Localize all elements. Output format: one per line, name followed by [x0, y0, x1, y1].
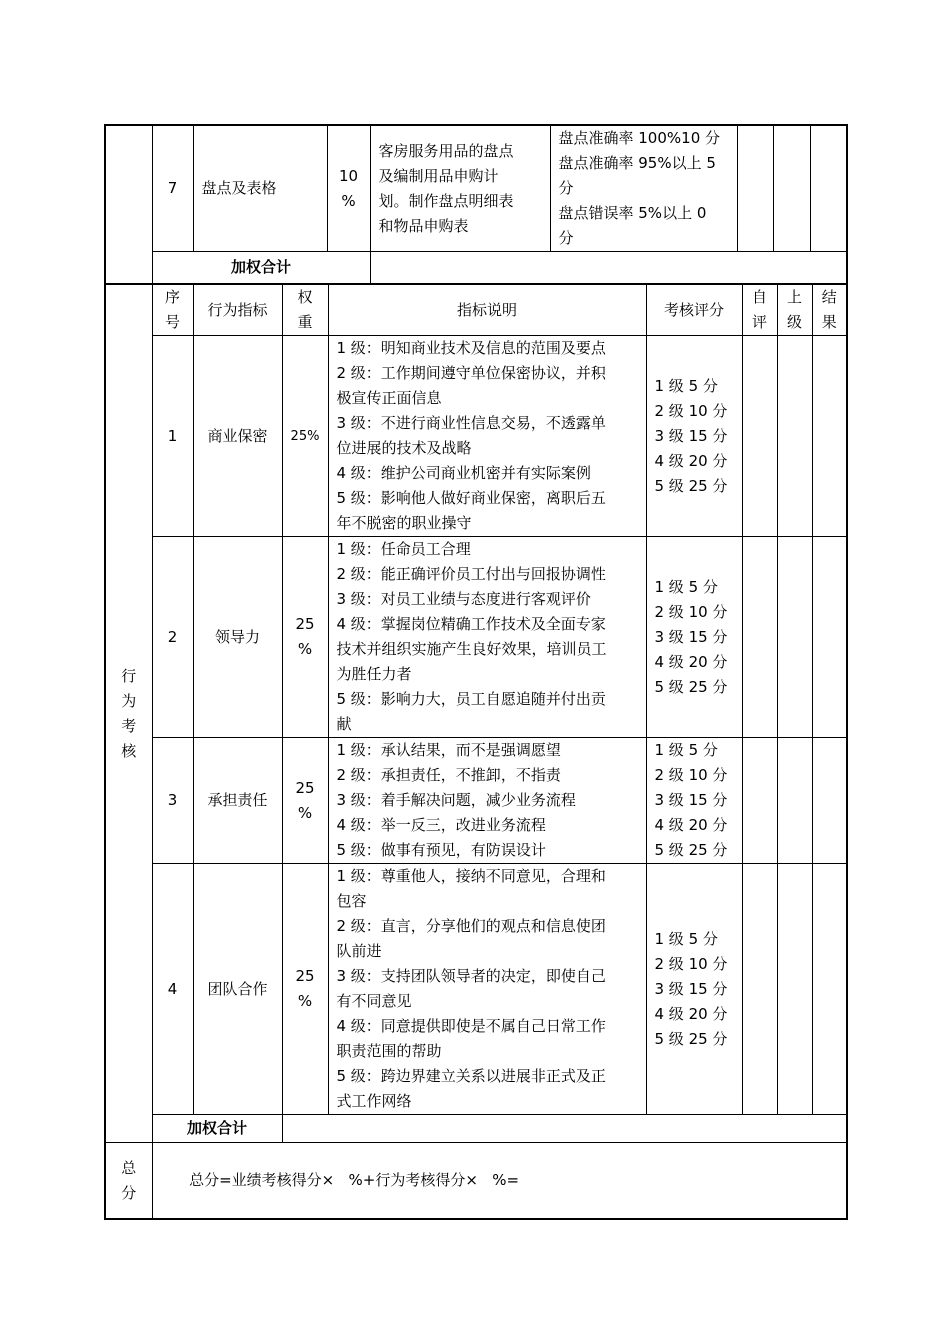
category-char: 核: [121, 741, 137, 760]
description-line: 4 级：掌握岗位精确工作技术及全面专家: [336, 615, 606, 633]
self-eval-cell: [742, 537, 777, 738]
indicator-description: [328, 537, 646, 738]
row-number: 1: [152, 336, 193, 537]
description-line: 位进展的技术及战略: [336, 439, 472, 457]
total-formula-text: 总分=业绩考核得分× %+行为考核得分× %=: [189, 1171, 520, 1189]
description-line: 包容: [336, 892, 367, 910]
row-number: 7: [152, 125, 193, 252]
header-no-char: 号: [164, 313, 180, 331]
category-cell-blank: [105, 125, 152, 284]
scoring-criteria: [646, 738, 742, 864]
score-line: 5 级 25 分: [654, 476, 728, 495]
weighted-total-label: 加权合计: [152, 1115, 282, 1143]
description-line: 2 级：承担责任，不推卸，不指责: [336, 766, 561, 784]
category-char: 为: [121, 691, 137, 710]
weight-line: 25: [295, 615, 315, 633]
behavior-row-2: [105, 537, 847, 738]
description-line: 5 级：跨边界建立关系以进展非正式及正: [336, 1067, 606, 1085]
description-line: 4 级：同意提供即使是不属自己日常工作: [336, 1017, 606, 1035]
weight-cell: [282, 864, 328, 1115]
weight-cell: [282, 738, 328, 864]
score-line: 4 级 20 分: [654, 652, 728, 671]
description-line: 划。制作盘点明细表: [378, 191, 514, 210]
header-description: 指标说明: [328, 284, 646, 336]
description-line: 3 级：支持团队领导者的决定，即使自己: [336, 967, 606, 985]
header-superior-char: 上: [786, 288, 802, 306]
weight-line: %: [297, 803, 313, 822]
score-line: 2 级 10 分: [654, 766, 728, 784]
scoring-criteria: [646, 537, 742, 738]
indicator-name: 盘点及表格: [193, 125, 327, 252]
score-line: 3 级 15 分: [654, 426, 728, 445]
performance-table: [104, 124, 848, 284]
description-line: 4 级：举一反三，改进业务流程: [336, 816, 546, 834]
description-line: 4 级：维护公司商业机密并有实际案例: [336, 464, 591, 482]
total-label: [105, 1143, 152, 1220]
row-number: 2: [152, 537, 193, 738]
description-line: 式工作网络: [336, 1092, 412, 1110]
score-line: 5 级 25 分: [654, 677, 728, 696]
scoring-criteria: [646, 336, 742, 537]
indicator-description: [328, 336, 646, 537]
result-cell: [810, 125, 847, 252]
weight-line: 10: [338, 166, 359, 185]
scoring-criteria: [646, 864, 742, 1115]
description-line: 1 级：明知商业技术及信息的范围及要点: [336, 339, 606, 357]
weight-line: %: [297, 992, 313, 1010]
weight-line: 25: [295, 778, 315, 797]
result-cell: [812, 864, 847, 1115]
description-line: 和物品申购表: [378, 216, 469, 235]
score-line: 5 级 25 分: [654, 1029, 728, 1048]
superior-eval-cell: [777, 864, 812, 1115]
score-line: 1 级 5 分: [654, 376, 718, 395]
header-weight-char: 权: [297, 288, 313, 306]
description-line: 3 级：不进行商业性信息交易，不透露单: [336, 414, 606, 432]
weighted-total-value: [282, 1115, 847, 1143]
weighted-total-value: [370, 252, 847, 284]
header-self-char: 自: [751, 288, 767, 306]
category-behavior: [105, 284, 152, 1143]
score-line: 2 级 10 分: [654, 401, 728, 420]
superior-eval-cell: [773, 125, 810, 252]
description-line: 3 级：着手解决问题，减少业务流程: [336, 791, 576, 809]
score-line: 1 级 5 分: [654, 929, 718, 948]
score-line: 盘点准确率 100%10 分: [558, 129, 721, 147]
score-line: 分: [558, 179, 574, 197]
score-line: 2 级 10 分: [654, 954, 728, 973]
weighted-total-label: 加权合计: [152, 252, 370, 284]
weight-line: %: [297, 640, 313, 658]
indicator-description: [328, 864, 646, 1115]
description-line: 5 级：影响力大，员工自愿追随并付出贡: [336, 690, 606, 708]
header-self-eval: [742, 284, 777, 336]
behavior-row-1: [105, 336, 847, 537]
score-line: 4 级 20 分: [654, 1004, 728, 1023]
behavior-row-4: [105, 864, 847, 1115]
header-indicator: 行为指标: [193, 284, 282, 336]
header-weight: [282, 284, 328, 336]
score-line: 3 级 15 分: [654, 627, 728, 646]
header-no: [152, 284, 193, 336]
description-line: 献: [336, 715, 352, 733]
behavior-row-3: [105, 738, 847, 864]
category-char: 行: [121, 666, 137, 685]
superior-eval-cell: [777, 537, 812, 738]
header-row: [105, 284, 847, 336]
description-line: 3 级：对员工业绩与态度进行客观评价: [336, 590, 591, 608]
self-eval-cell: [737, 125, 773, 252]
score-line: 3 级 15 分: [654, 791, 728, 809]
description-line: 及编制用品申购计: [378, 166, 499, 185]
self-eval-cell: [742, 864, 777, 1115]
score-line: 5 级 25 分: [654, 841, 728, 859]
header-weight-char: 重: [297, 313, 313, 331]
indicator-name: 团队合作: [193, 864, 282, 1115]
description-line: 年不脱密的职业操守: [336, 514, 472, 532]
scoring-criteria: [550, 125, 737, 252]
performance-row-7: [105, 125, 847, 252]
description-line: 5 级：做事有预见，有防误设计: [336, 841, 546, 859]
weight-cell: [327, 125, 370, 252]
description-line: 5 级：影响他人做好商业保密，离职后五: [336, 489, 606, 507]
weight-line: 25%: [290, 428, 320, 444]
row-number: 3: [152, 738, 193, 864]
score-line: 2 级 10 分: [654, 602, 728, 621]
self-eval-cell: [742, 336, 777, 537]
total-formula: [152, 1143, 847, 1220]
result-cell: [812, 537, 847, 738]
description-line: 2 级：直言，分享他们的观点和信息使团: [336, 917, 606, 935]
description-line: 2 级：工作期间遵守单位保密协议，并积: [336, 364, 606, 382]
weight-cell: [282, 336, 328, 537]
description-line: 技术并组织实施产生良好效果，培训员工: [336, 640, 607, 658]
header-score: 考核评分: [646, 284, 742, 336]
total-score-row: [105, 1143, 847, 1220]
weighted-total-row: [105, 1115, 847, 1143]
score-line: 盘点错误率 5%以上 0: [558, 204, 707, 222]
description-line: 有不同意见: [336, 992, 412, 1010]
superior-eval-cell: [777, 738, 812, 864]
result-cell: [812, 738, 847, 864]
total-label-char: 分: [121, 1183, 137, 1202]
weight-line: %: [341, 191, 356, 210]
superior-eval-cell: [777, 336, 812, 537]
score-line: 1 级 5 分: [654, 741, 718, 759]
score-line: 盘点准确率 95%以上 5: [558, 154, 716, 172]
score-line: 4 级 20 分: [654, 816, 728, 834]
behavior-table: [104, 283, 848, 1220]
category-char: 考: [121, 716, 137, 735]
weighted-total-row: [105, 252, 847, 284]
indicator-name: 承担责任: [193, 738, 282, 864]
description-line: 1 级：承认结果，而不是强调愿望: [336, 741, 561, 759]
indicator-description: [328, 738, 646, 864]
description-line: 2 级：能正确评价员工付出与回报协调性: [336, 565, 606, 583]
header-superior: [777, 284, 812, 336]
score-line: 3 级 15 分: [654, 979, 728, 998]
score-line: 4 级 20 分: [654, 451, 728, 470]
description-line: 队前进: [336, 942, 382, 960]
weight-cell: [282, 537, 328, 738]
indicator-name: 领导力: [193, 537, 282, 738]
description-line: 职责范围的帮助: [336, 1042, 442, 1060]
self-eval-cell: [742, 738, 777, 864]
description-line: 客房服务用品的盘点: [378, 141, 514, 160]
description-line: 1 级：尊重他人，接纳不同意见，合理和: [336, 867, 606, 885]
weight-line: 25: [295, 967, 315, 985]
description-line: 1 级：任命员工合理: [336, 540, 471, 558]
indicator-description: [370, 125, 550, 252]
row-number: 4: [152, 864, 193, 1115]
header-result: [812, 284, 847, 336]
header-no-char: 序: [164, 288, 180, 306]
description-line: 为胜任力者: [336, 665, 412, 683]
header-result-char: 结: [821, 288, 837, 306]
score-line: 1 级 5 分: [654, 577, 718, 596]
header-superior-char: 级: [786, 313, 802, 331]
indicator-name: 商业保密: [193, 336, 282, 537]
score-line: 分: [558, 229, 574, 247]
result-cell: [812, 336, 847, 537]
description-line: 极宣传正面信息: [336, 389, 442, 407]
header-self-char: 评: [751, 313, 767, 331]
total-label-char: 总: [121, 1158, 137, 1177]
header-result-char: 果: [821, 313, 837, 331]
